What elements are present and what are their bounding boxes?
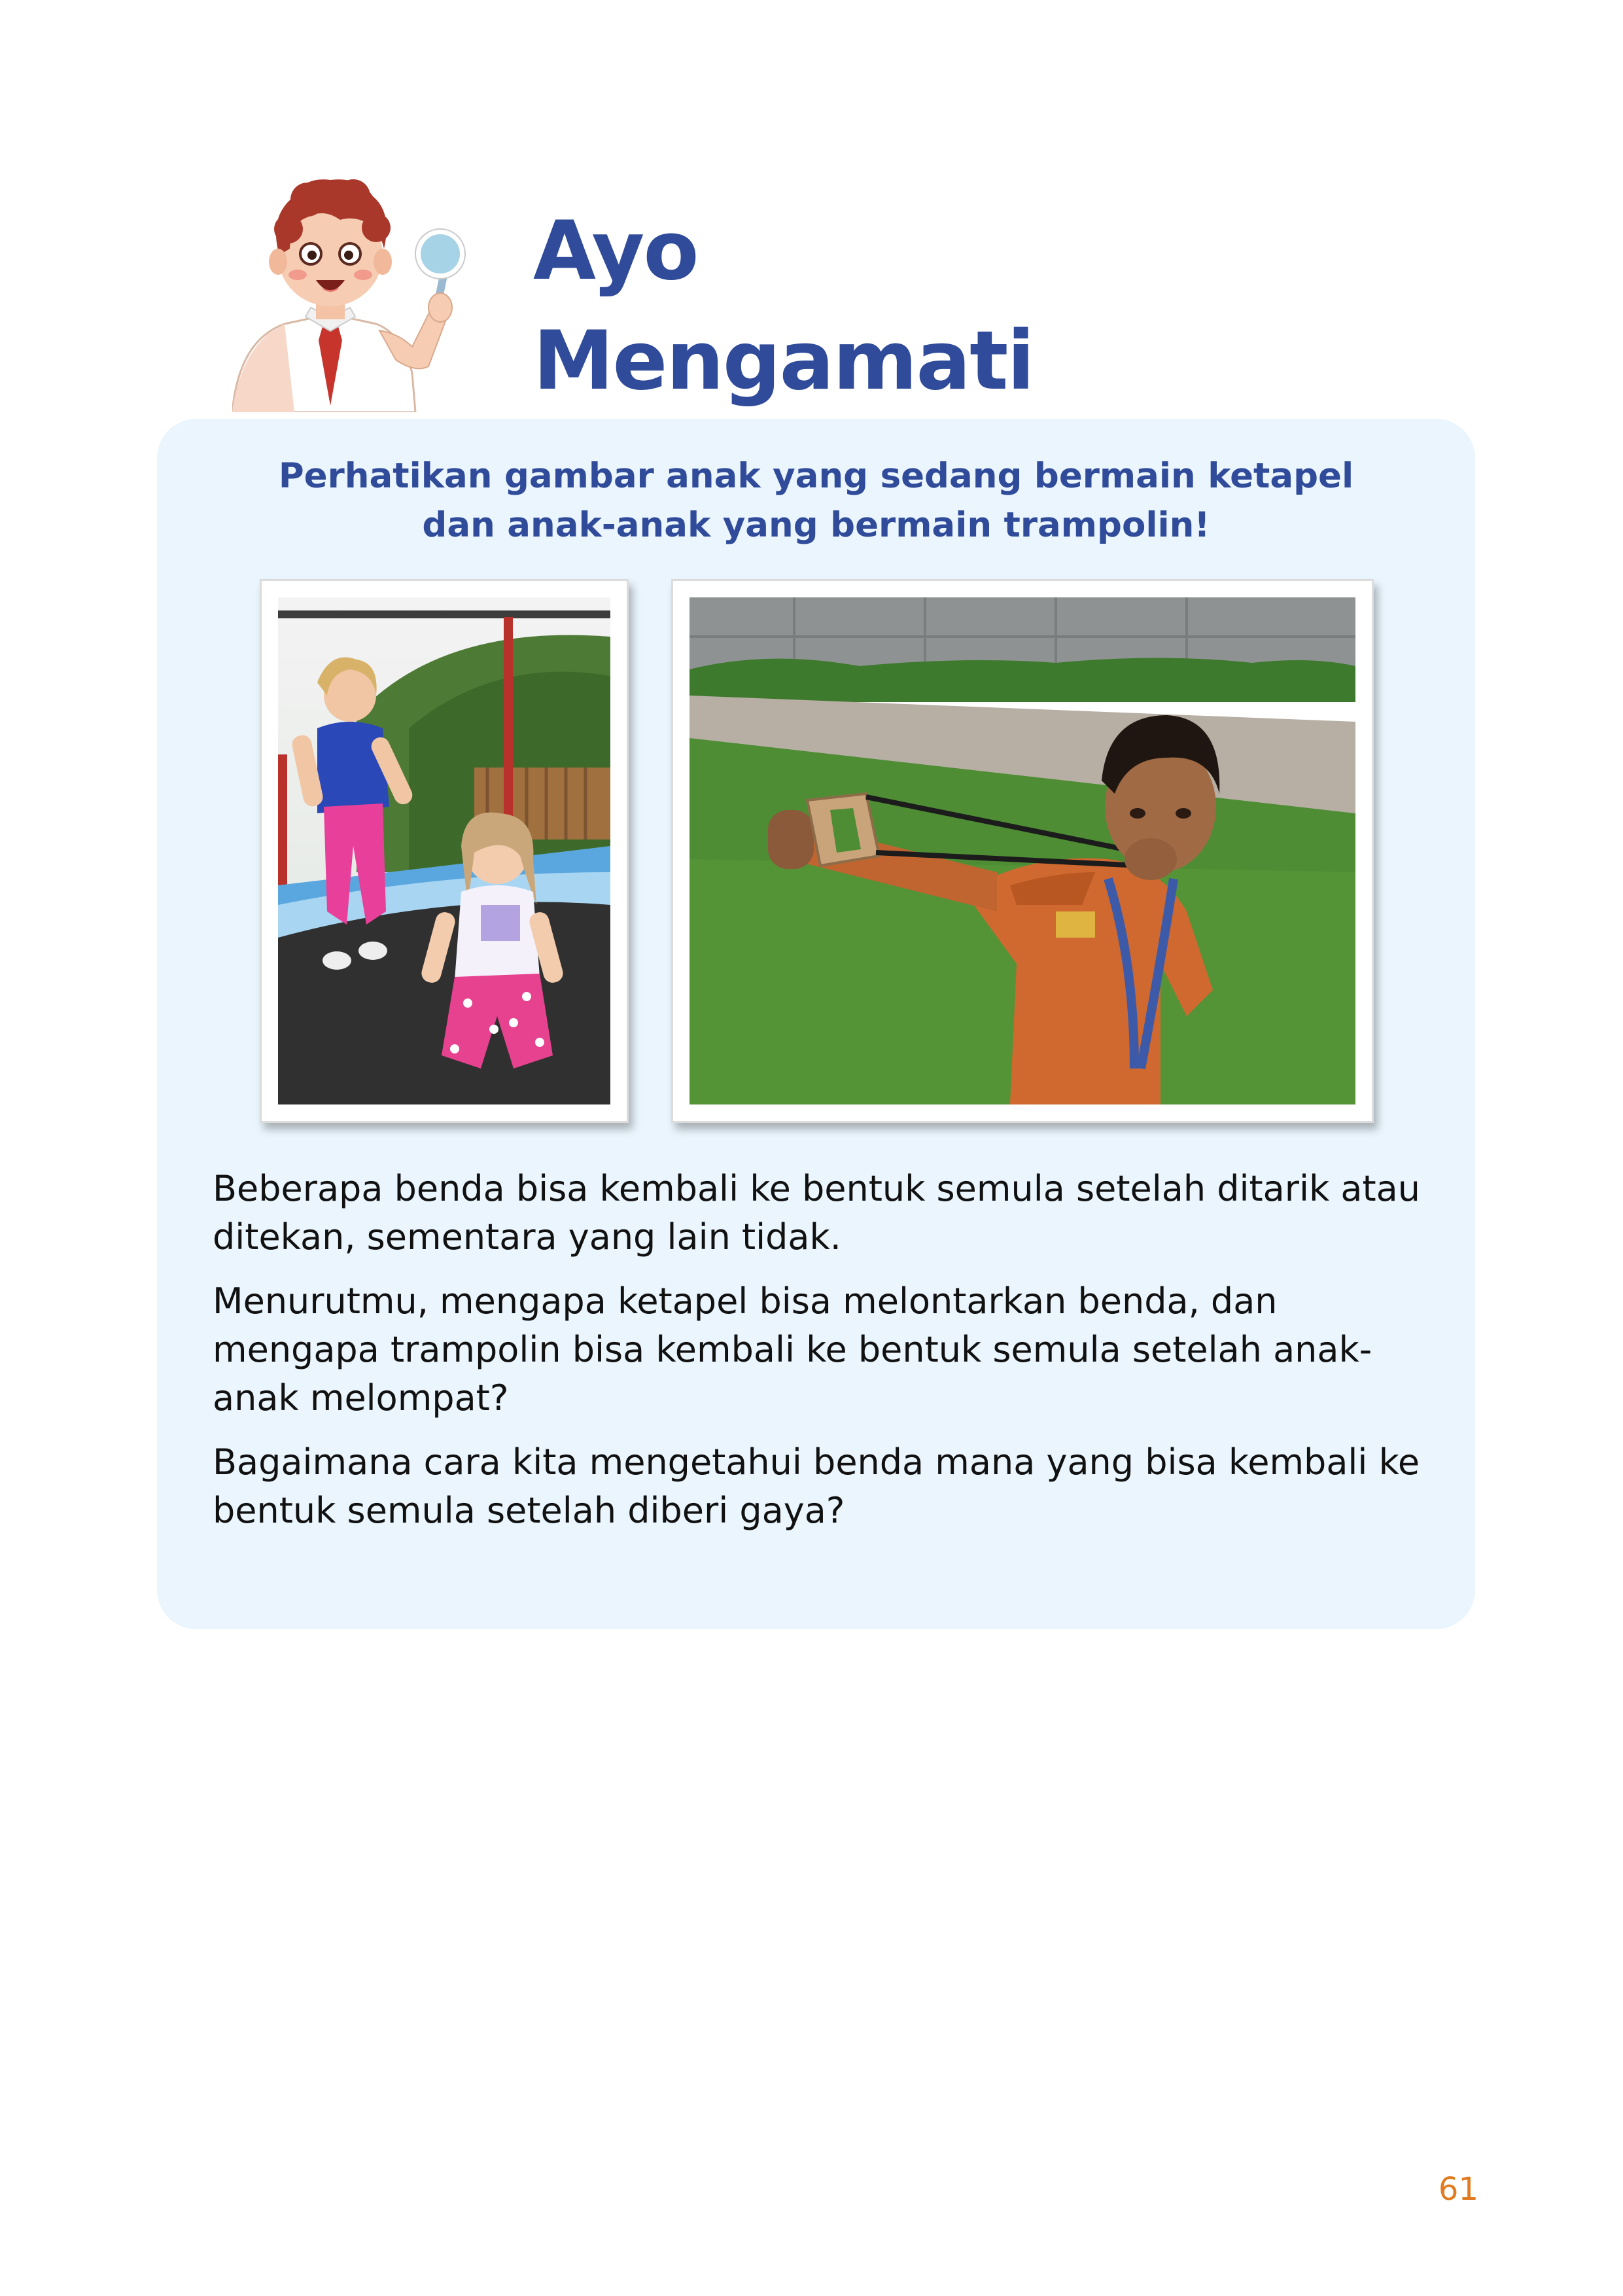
body-text	[213, 1165, 1442, 1551]
slingshot-photo	[689, 597, 1355, 1104]
trampoline-photo-frame	[260, 579, 629, 1123]
boy-with-magnifying-glass-icon	[232, 177, 474, 412]
section-title	[533, 196, 1034, 416]
instruction-line-2: dan anak-anak yang bermain trampolin!	[422, 505, 1210, 545]
paragraph-1: Beberapa benda bisa kembali ke bentuk semula setelah ditarik atau ditekan, sementara yang lain tidak.	[213, 1168, 1420, 1258]
title-line-2: Mengamati	[533, 314, 1034, 408]
instruction-line-1: Perhatikan gambar anak yang sedang bermain ketapel	[278, 456, 1354, 496]
mascot-illustration	[232, 177, 474, 412]
slingshot-photo-frame	[671, 579, 1374, 1123]
title-line-1: Ayo	[533, 204, 698, 298]
trampoline-photo	[278, 597, 610, 1104]
instruction-text	[157, 451, 1475, 550]
paragraph-2: Menurutmu, mengapa ketapel bisa melontarkan benda, dan mengapa trampolin bisa kembali ke bentuk semula setelah anak-anak melompat?	[213, 1280, 1372, 1419]
paragraph-3: Bagaimana cara kita mengetahui benda mana yang bisa kembali ke bentuk semula setelah diberi gaya?	[213, 1441, 1420, 1531]
page-number: 61	[1438, 2171, 1478, 2208]
